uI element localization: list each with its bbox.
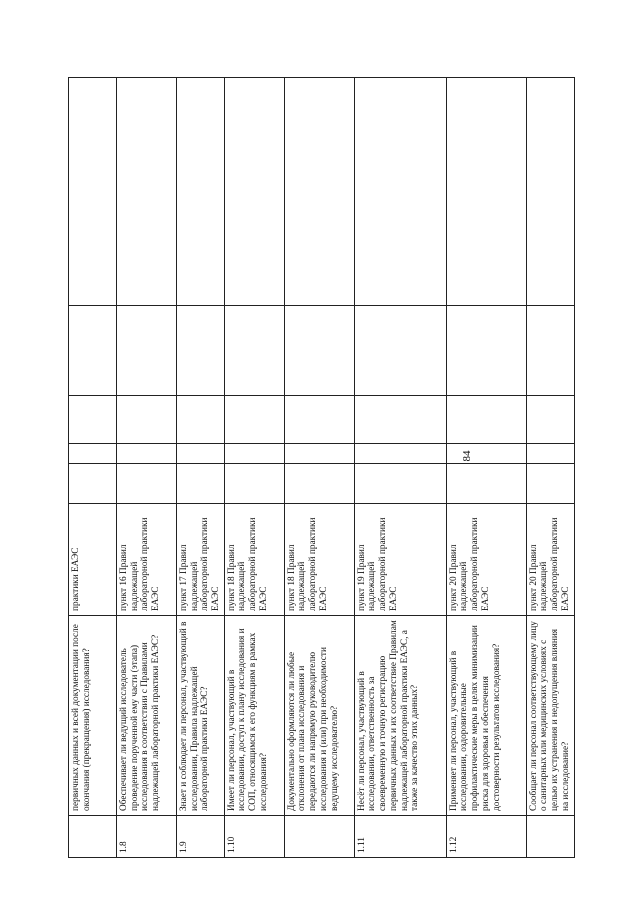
empty-cell <box>117 464 177 504</box>
empty-cell <box>446 78 526 306</box>
table-row <box>446 78 526 858</box>
reference-cell: пункт 18 Правил надлежащей лабораторной практики ЕАЭС <box>224 504 284 616</box>
empty-cell <box>526 444 574 464</box>
empty-cell <box>354 78 446 306</box>
row-number: 1.8 <box>117 816 177 858</box>
empty-cell <box>526 306 574 396</box>
row-number <box>526 816 574 858</box>
empty-cell <box>224 464 284 504</box>
question-cell: Обеспечивает ли ведущий исследователь проведение порученной ему части (этапа) исследования в соответствии с Правилами надлежащей лабораторной практики ЕАЭС? <box>117 616 177 816</box>
page-number: 84 <box>461 450 473 462</box>
row-number: 1.9 <box>177 816 225 858</box>
empty-cell <box>284 464 354 504</box>
question-cell: первичных данных и всей документации после окончания (прекращения) исследования? <box>69 616 117 816</box>
table-row <box>354 78 446 858</box>
question-cell: Документально оформляются ли любые отклонения от плана исследования и передаются ли напрямую руководителю исследования и (или) при необходимости ведущему исследователю? <box>284 616 354 816</box>
reference-cell: пункт 20 Правил надлежащей лабораторной практики ЕАЭС <box>526 504 574 616</box>
empty-cell <box>224 396 284 444</box>
empty-cell <box>224 444 284 464</box>
table-row <box>117 78 177 858</box>
table-row <box>224 78 284 858</box>
empty-cell <box>177 444 225 464</box>
empty-cell <box>69 464 117 504</box>
empty-cell <box>446 306 526 396</box>
question-cell: Сообщает ли персонал соответствующему лицу о санитарных или медицинских условиях с целью их устранения и недопущения влияния на исследование? <box>526 616 574 816</box>
empty-cell <box>446 396 526 444</box>
row-number <box>69 816 117 858</box>
empty-cell <box>69 306 117 396</box>
empty-cell <box>177 78 225 306</box>
empty-cell <box>446 464 526 504</box>
table-row <box>177 78 225 858</box>
empty-cell <box>284 78 354 306</box>
empty-cell <box>354 444 446 464</box>
table-row <box>526 78 574 858</box>
empty-cell <box>526 78 574 306</box>
empty-cell <box>446 444 526 464</box>
reference-cell: пункт 20 Правил надлежащей лабораторной практики ЕАЭС <box>446 504 526 616</box>
empty-cell <box>117 78 177 306</box>
empty-cell <box>354 306 446 396</box>
reference-cell: пункт 17 Правил надлежащей лабораторной практики ЕАЭС <box>177 504 225 616</box>
table-row <box>284 78 354 858</box>
empty-cell <box>284 444 354 464</box>
empty-cell <box>224 306 284 396</box>
empty-cell <box>526 396 574 444</box>
question-cell: Несёт ли персонал, участвующий в исследовании, ответственность за своевременную и точную регистрацию первичных данных и их соответствие Правилам надлежащей лабораторной практики ЕАЭС, а также за качество этих данных? <box>354 616 446 816</box>
row-number <box>284 816 354 858</box>
checklist-table <box>68 77 575 858</box>
table-row <box>69 78 117 858</box>
empty-cell <box>117 306 177 396</box>
question-cell: Знает и соблюдает ли персонал, участвующий в исследовании, Правила надлежащей лабораторной практики ЕАЭС? <box>177 616 225 816</box>
row-number: 1.11 <box>354 816 446 858</box>
empty-cell <box>69 396 117 444</box>
question-cell: Имеет ли персонал, участвующий в исследовании, доступ к плану исследования и СОП, относящимся к его функциям в рамках исследования? <box>224 616 284 816</box>
row-number: 1.12 <box>446 816 526 858</box>
row-number: 1.10 <box>224 816 284 858</box>
empty-cell <box>117 444 177 464</box>
empty-cell <box>224 78 284 306</box>
reference-cell: пункт 16 Правил надлежащей лабораторной практики ЕАЭС <box>117 504 177 616</box>
empty-cell <box>177 306 225 396</box>
reference-cell: пункт 18 Правил надлежащей лабораторной практики ЕАЭС <box>284 504 354 616</box>
empty-cell <box>177 464 225 504</box>
empty-cell <box>354 464 446 504</box>
reference-cell: пункт 19 Правил надлежащей лабораторной практики ЕАЭС <box>354 504 446 616</box>
empty-cell <box>526 464 574 504</box>
reference-cell: практики ЕАЭС <box>69 504 117 616</box>
empty-cell <box>69 444 117 464</box>
rotated-checklist <box>68 78 571 858</box>
empty-cell <box>354 396 446 444</box>
empty-cell <box>117 396 177 444</box>
empty-cell <box>284 306 354 396</box>
empty-cell <box>177 396 225 444</box>
empty-cell <box>69 78 117 306</box>
question-cell: Применяет ли персонал, участвующий в исследовании, оздоровительные профилактические меры в целях минимизации риска для здоровья и обеспечения достоверности результатов исследования? <box>446 616 526 816</box>
empty-cell <box>284 396 354 444</box>
